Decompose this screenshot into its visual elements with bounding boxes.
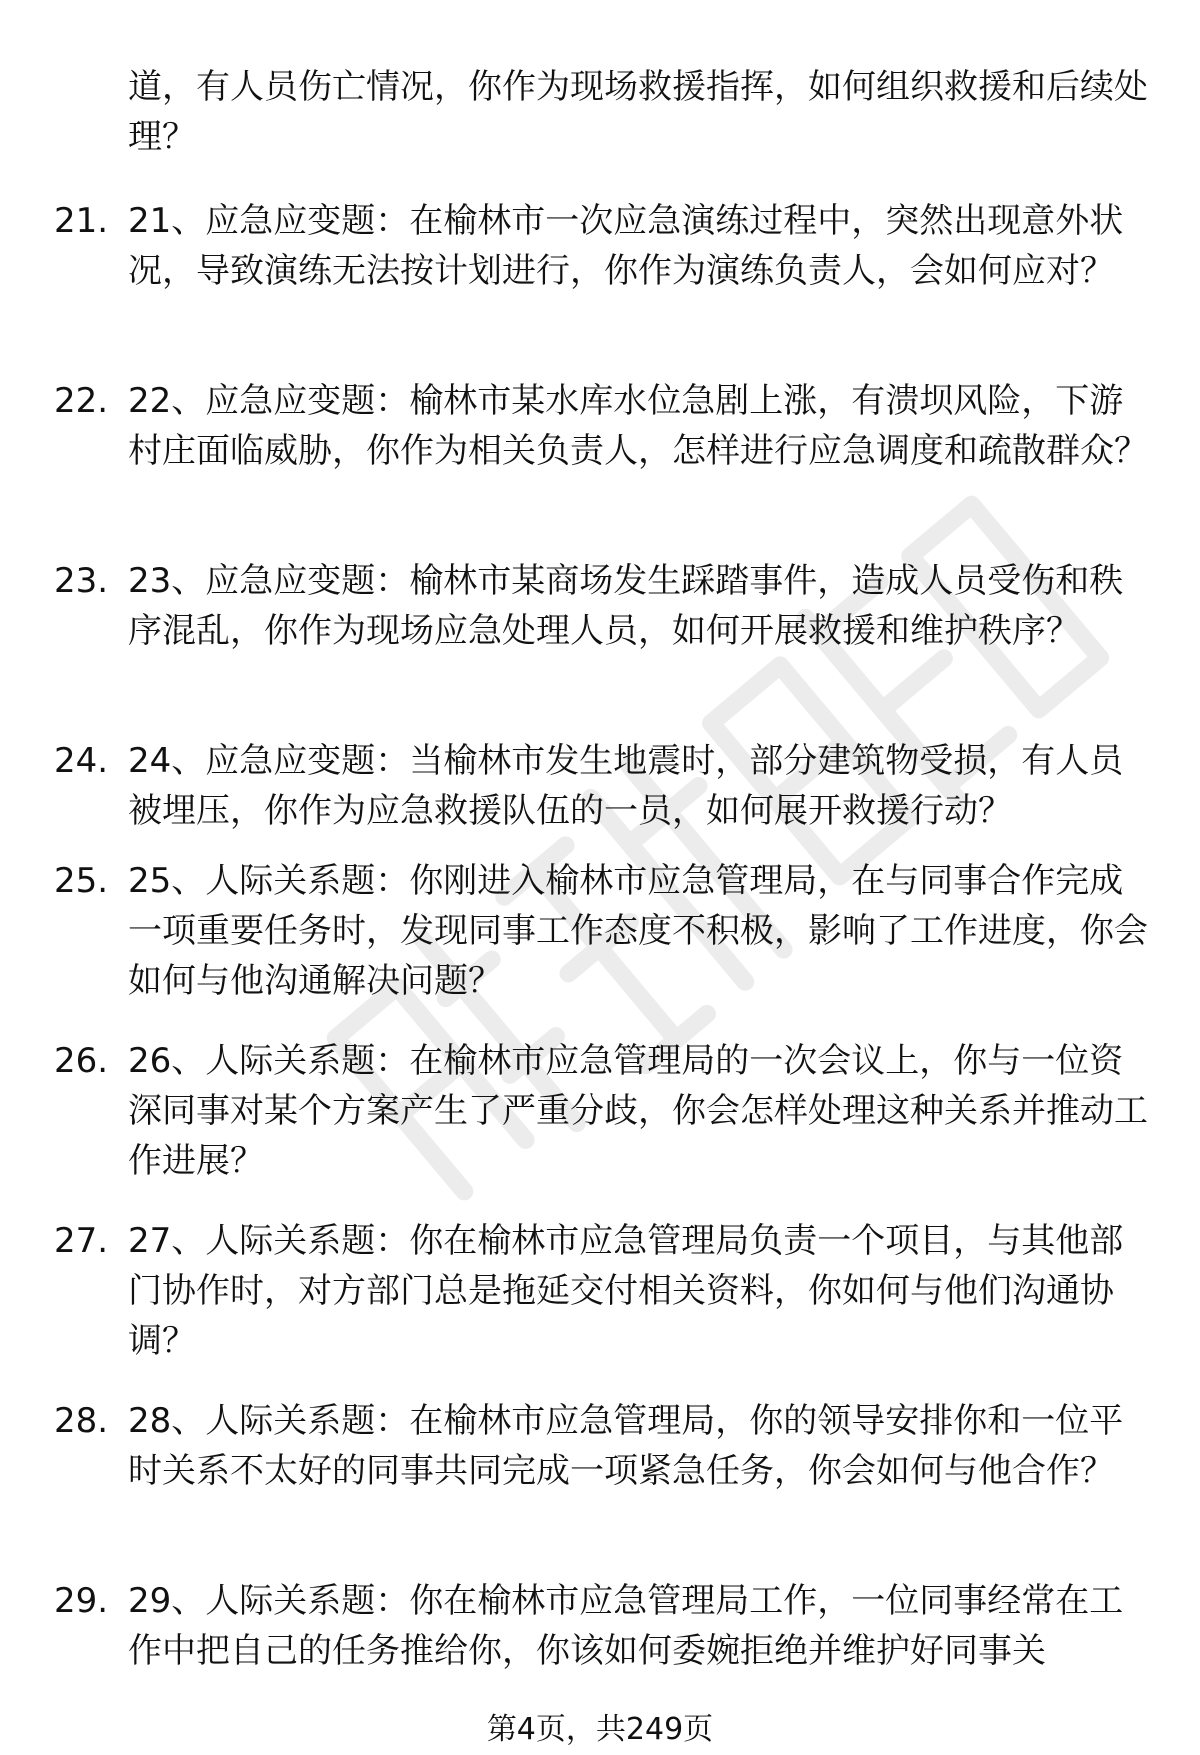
list-item xyxy=(0,556,1200,736)
list-item xyxy=(0,856,1200,1036)
item-text: 29、人际关系题：你在榆林市应急管理局工作，一位同事经常在工作中把自己的任务推给你，你该如何委婉拒绝并维护好同事关 xyxy=(128,1581,1124,1671)
item-text: 24、应急应变题：当榆林市发生地震时，部分建筑物受损，有人员被埋压，你作为应急救援队伍的一员，如何展开救援行动？ xyxy=(128,741,1124,831)
item-number: 22. xyxy=(54,381,109,421)
item-number: 28. xyxy=(54,1401,109,1441)
item-text: 25、人际关系题：你刚进入榆林市应急管理局，在与同事合作完成一项重要任务时，发现同事工作态度不积极，影响了工作进度，你会如何与他沟通解决问题？ xyxy=(128,861,1148,1001)
list-item xyxy=(0,1036,1200,1216)
item-number: 24. xyxy=(54,741,109,781)
item-text: 23、应急应变题：榆林市某商场发生踩踏事件，造成人员受伤和秩序混乱，你作为现场应急处理人员，如何开展救援和维护秩序？ xyxy=(128,561,1124,651)
list-item xyxy=(0,376,1200,556)
item-text: 21、应急应变题：在榆林市一次应急演练过程中，突然出现意外状况，导致演练无法按计划进行，你作为演练负责人，会如何应对？ xyxy=(128,201,1124,291)
question-list xyxy=(0,196,1200,1686)
item-text: 27、人际关系题：你在榆林市应急管理局负责一个项目，与其他部门协作时，对方部门总是拖延交付相关资料，你如何与他们沟通协调？ xyxy=(128,1221,1124,1361)
list-item xyxy=(0,1576,1200,1686)
item-number: 23. xyxy=(54,561,109,601)
item-number: 21. xyxy=(54,201,109,241)
list-item xyxy=(0,1396,1200,1576)
item-text: 28、人际关系题：在榆林市应急管理局，你的领导安排你和一位平时关系不太好的同事共同完成一项紧急任务，你会如何与他合作？ xyxy=(128,1401,1124,1491)
item-number: 27. xyxy=(54,1221,109,1261)
list-item xyxy=(0,1216,1200,1396)
item-number: 25. xyxy=(54,861,109,901)
item-text: 26、人际关系题：在榆林市应急管理局的一次会议上，你与一位资深同事对某个方案产生了严重分歧，你会怎样处理这种关系并推动工作进展？ xyxy=(128,1041,1148,1181)
list-item xyxy=(0,196,1200,376)
list-item xyxy=(0,736,1200,856)
item-text: 22、应急应变题：榆林市某水库水位急剧上涨，有溃坝风险，下游村庄面临威胁，你作为相关负责人，怎样进行应急调度和疏散群众？ xyxy=(128,381,1148,471)
continuation-text: 道，有人员伤亡情况，你作为现场救援指挥，如何组织救援和后续处理？ xyxy=(128,67,1148,157)
page-footer: 第4页，共249页 xyxy=(486,1712,714,1747)
item-number: 29. xyxy=(54,1581,109,1621)
item-number: 26. xyxy=(54,1041,109,1081)
